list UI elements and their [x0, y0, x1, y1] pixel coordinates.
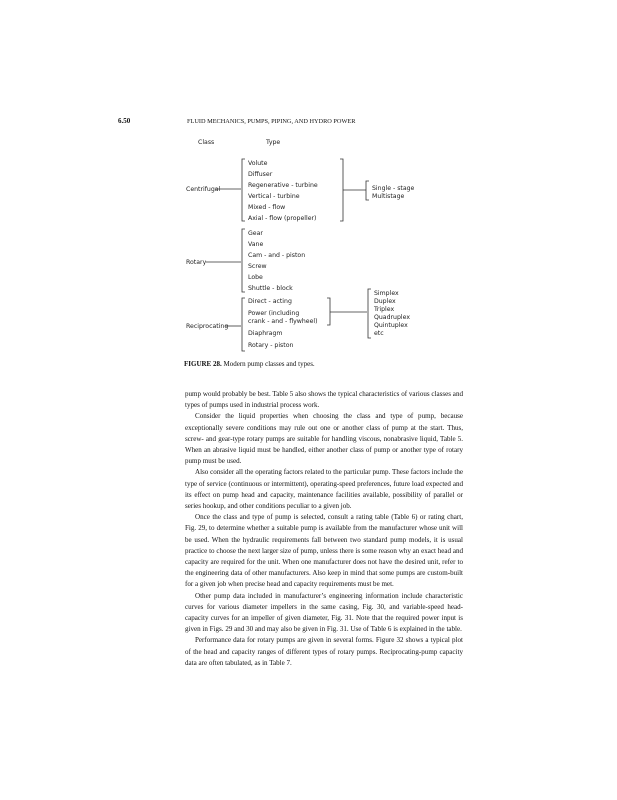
stage-centrifugal: Multistage — [372, 193, 405, 200]
type-reciprocating: Power (including — [248, 310, 300, 317]
caption-text: Modern pump classes and types. — [223, 360, 315, 368]
type-rotary: Gear — [248, 230, 263, 237]
paragraph: Other pump data included in manufacturer’s engineering information include characteristic curves for various diameter impellers in the same casing, Fig. 30, and variable-speed head-capacity curves for an impeller of given diameter, Fig. 31. Note that the required power input is given in Figs. 29 and 30 and may also be given in Fig. 31. Use of Table 6 is explained in the table. — [185, 591, 463, 634]
bracket-left — [368, 289, 371, 338]
type-centrifugal: Axial - flow (propeller) — [248, 215, 317, 222]
type-centrifugal: Regenerative - turbine — [248, 182, 318, 189]
running-title: FLUID MECHANICS, PUMPS, PIPING, AND HYDRO POWER — [187, 118, 356, 125]
type-reciprocating: Direct - acting — [248, 298, 292, 305]
bracket-left — [242, 229, 245, 292]
type-reciprocating: Diaphragm — [248, 330, 283, 337]
body-text — [185, 389, 463, 669]
variant-reciprocating: Duplex — [374, 298, 396, 305]
type-reciprocating: Rotary - piston — [248, 342, 294, 349]
variant-reciprocating: Simplex — [374, 290, 399, 297]
variant-reciprocating: Triplex — [374, 306, 395, 313]
column-heading-type: Type — [266, 139, 281, 146]
figure-caption — [184, 360, 315, 368]
column-heading-class: Class — [198, 139, 215, 146]
page-number: 6.50 — [118, 117, 131, 125]
variant-reciprocating: Quadruplex — [374, 314, 410, 321]
class-label-rotary: Rotary — [186, 259, 207, 266]
variant-reciprocating: etc — [374, 330, 384, 337]
stage-centrifugal: Single - stage — [372, 185, 415, 192]
bracket-right — [327, 298, 330, 325]
bracket-left — [242, 298, 245, 351]
variant-reciprocating: Quintuplex — [374, 322, 408, 329]
bracket-left — [242, 159, 245, 221]
caption-label: FIGURE 28. — [184, 360, 222, 368]
type-rotary: Cam - and - piston — [248, 252, 306, 259]
class-label-reciprocating: Reciprocating — [186, 323, 229, 330]
type-centrifugal: Diffuser — [248, 171, 273, 178]
type-centrifugal: Vertical - turbine — [248, 193, 300, 200]
type-rotary: Vane — [248, 241, 264, 248]
type-reciprocating: crank - and - flywheel) — [248, 318, 318, 325]
type-rotary: Screw — [248, 263, 267, 270]
paragraph: Performance data for rotary pumps are given in several forms. Figure 32 shows a typical plot of the head and capacity ranges of different types of rotary pumps. Reciprocating-pump capacity data are often tabulated, as in Table 7. — [185, 636, 463, 667]
type-centrifugal: Volute — [248, 160, 268, 167]
paragraph: Also consider all the operating factors related to the particular pump. These factors include the type of service (continuous or intermittent), operating-speed preferences, future load expected and its effect on pump head and capacity, maintenance facilities available, possibility of parallel or series hookup, and other conditions peculiar to a given job. — [185, 468, 463, 511]
bracket-left — [366, 181, 369, 200]
paragraph: Consider the liquid properties when choosing the class and type of pump, because exceptionally severe conditions may rule out one or another class of pump at the start. Thus, screw- and gear-type rotary pumps are suitable for handling viscous, nonabrasive liquid, Table 5. When an abrasive liquid must be handled, either another class of pump or another type of rotary pump must be used. — [185, 412, 463, 466]
bracket-right — [340, 159, 343, 221]
type-rotary: Shuttle - block — [248, 285, 293, 292]
type-centrifugal: Mixed - flow — [248, 204, 286, 211]
paragraph: Once the class and type of pump is selected, consult a rating table (Table 6) or rating chart, Fig. 29, to determine whether a suitable pump is available from the manufacturer whose unit will be used. When the hydraulic requirements fall between two standard pump models, it is usual practice to choose the next larger size of pump, unless there is some reason why an exact head and capacity are required for the unit. When one manufacturer does not have the desired unit, refer to the engineering data of other manufacturers. Also keep in mind that some pumps are custom-built for a given job when precise head and capacity requirements must be met. — [185, 513, 463, 589]
type-rotary: Lobe — [248, 274, 263, 281]
paragraph: pump would probably be best. Table 5 also shows the typical characteristics of various classes and types of pumps used in industrial process work. — [185, 390, 463, 410]
class-label-centrifugal: Centrifugal — [186, 186, 221, 193]
